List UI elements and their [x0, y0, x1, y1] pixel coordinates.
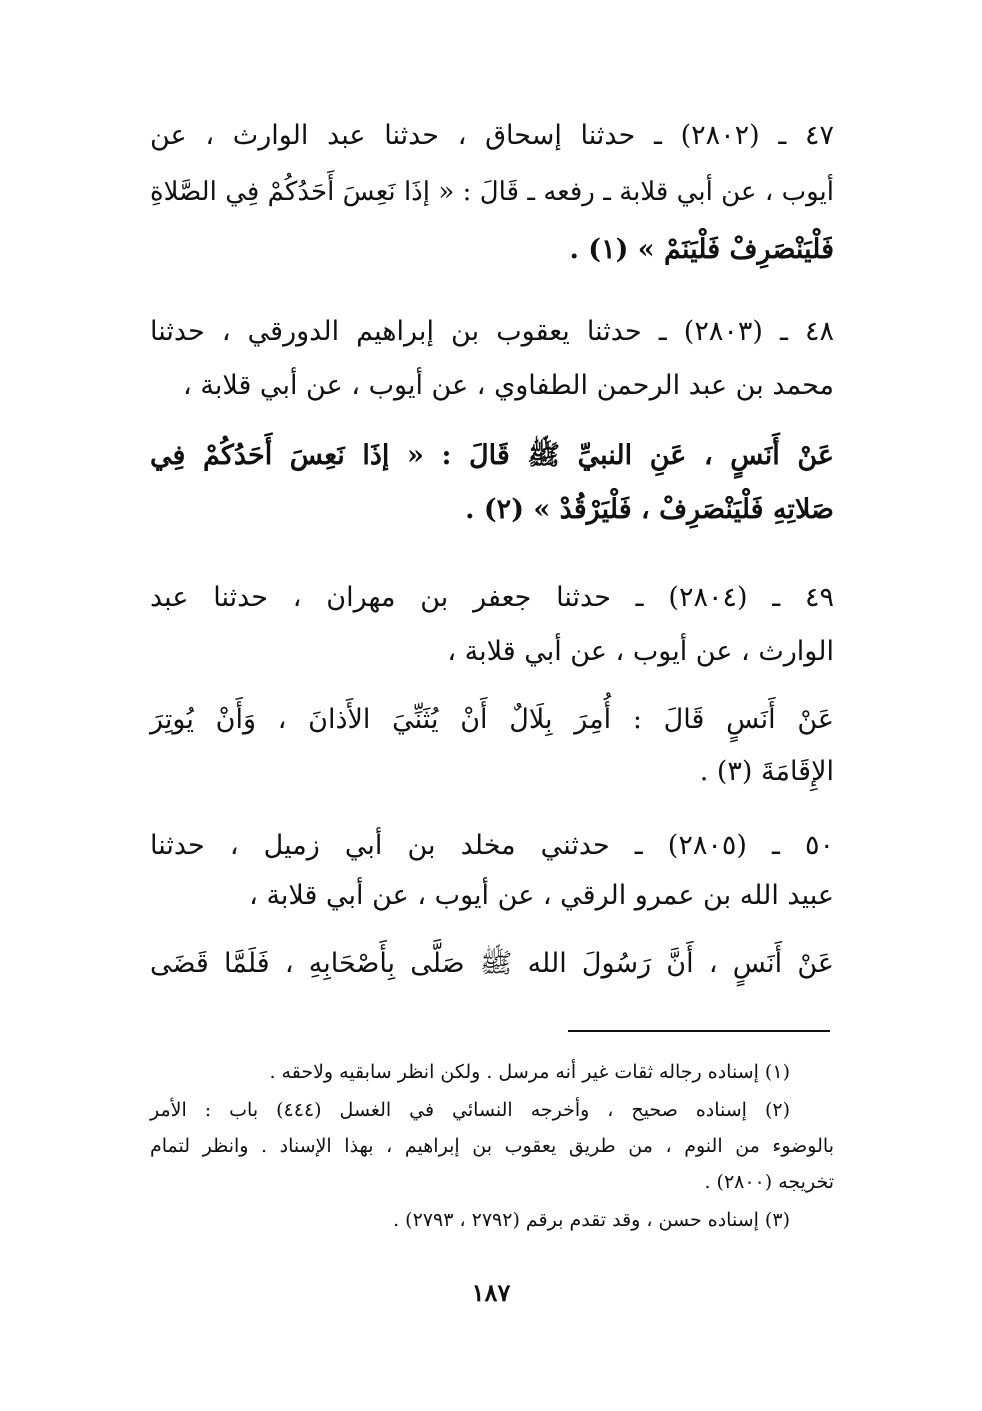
- hadith-49-line-3: عَنْ أَنَسٍ قَالَ : أُمِرَ بِلَالٌ أَنْ يُثَنِّيَ الأَذانَ ، وَأَنْ يُوتِرَ: [150, 704, 834, 735]
- footnote-2-line-2: بالوضوء من النوم ، من طريق يعقوب بن إبراهيم ، بهذا الإسناد . وانظر لتمام: [150, 1135, 834, 1157]
- footnote-2-line-1: (٢) إسناده صحيح ، وأخرجه النسائي في الغسل (٤٤٤) باب : الأمر: [150, 1099, 790, 1121]
- hadith-50-line-2: عبيد الله بن عمرو الرقي ، عن أيوب ، عن أبي قلابة ،: [249, 880, 834, 911]
- footnote-separator: [568, 1030, 830, 1032]
- footnote-3: (٣) إسناده حسن ، وقد تقدم برقم (٢٧٩٢ ، ٢٧٩٣) .: [393, 1209, 790, 1231]
- hadith-49-line-2: الوارث ، عن أيوب ، عن أبي قلابة ،: [447, 636, 834, 667]
- footnote-1: (١) إسناده رجاله ثقات غير أنه مرسل . ولكن انظر سابقيه ولاحقه .: [269, 1061, 790, 1083]
- hadith-48-line-3: عَنْ أَنَسٍ ، عَنِ النبيِّ ﷺ قَالَ : « إذَا نَعِسَ أَحَدُكُمْ فِي: [150, 440, 834, 471]
- hadith-47-line-1: ٤٧ ـ (٢٨٠٢) ـ حدثنا إسحاق ، حدثنا عبد الوارث ، عن: [150, 120, 834, 151]
- hadith-50-line-1: ٥٠ ـ (٢٨٠٥) ـ حدثني مخلد بن أبي زميل ، حدثنا: [150, 830, 834, 861]
- hadith-47-line-3: فَلْيَنْصَرِفْ فَلْيَنَمْ » (١) .: [569, 234, 834, 265]
- page-number: ١٨٧: [471, 1278, 511, 1307]
- hadith-49-line-4: الإِقَامَةَ (٣) .: [699, 756, 834, 787]
- footnote-2-line-3: تخريجه (٢٨٠٠) .: [704, 1171, 834, 1193]
- hadith-50-line-3: عَنْ أَنَسٍ ، أَنَّ رَسُولَ الله ﷺ صَلَّى بِأَصْحَابِهِ ، فَلَمَّا قَضَى: [150, 948, 834, 979]
- hadith-48-line-2: محمد بن عبد الرحمن الطفاوي ، عن أيوب ، عن أبي قلابة ،: [183, 370, 834, 401]
- hadith-47-line-2: أيوب ، عن أبي قلابة ـ رفعه ـ قَالَ : « إذَا نَعِسَ أَحَدُكُمْ فِي الصَّلاةِ: [150, 177, 834, 207]
- hadith-49-line-1: ٤٩ ـ (٢٨٠٤) ـ حدثنا جعفر بن مهران ، حدثنا عبد: [150, 582, 835, 613]
- hadith-48-line-4: صَلاتِهِ فَلْيَنْصَرِفْ ، فَلْيَرْقُدْ » (٢) .: [465, 494, 834, 525]
- hadith-48-line-1: ٤٨ ـ (٢٨٠٣) ـ حدثنا يعقوب بن إبراهيم الدورقي ، حدثنا: [150, 316, 834, 347]
